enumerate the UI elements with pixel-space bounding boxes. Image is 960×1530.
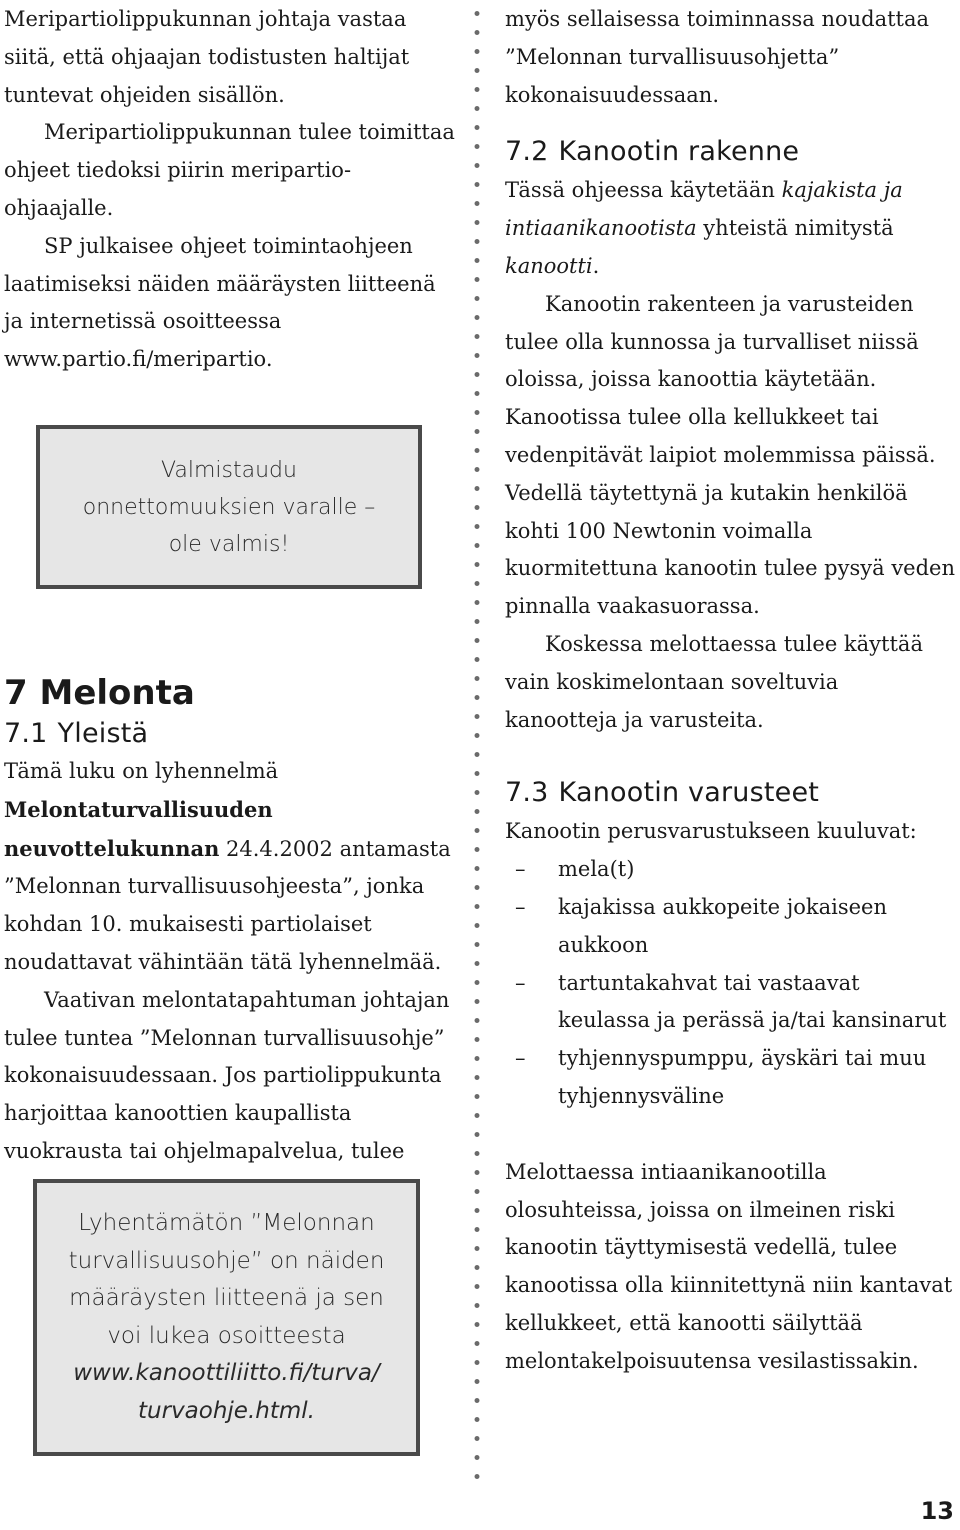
list-dash: – [515, 970, 526, 995]
column-divider-dots [471, 4, 483, 1484]
callout-line: voi lukea osoitteesta [107, 1322, 346, 1349]
section-number: 7.1 [4, 718, 48, 749]
section-heading-7-3 [505, 773, 957, 813]
list-item: – kajakissa aukkopeite jokaiseen aukkoon [505, 889, 957, 965]
paragraph-sp-publishes: SP julkaisee ohjeet toimintaohjeen laatimiseksi näiden määräysten liitteenä ja internetissä osoitteessa www.partio.fi/meripartio. [4, 233, 436, 372]
list-item: – mela(t) [505, 851, 957, 889]
callout-line: Lyhentämätön ”Melonnan [78, 1210, 375, 1236]
paragraph-canoe-flotation: Melottaessa intiaanikanootilla olosuhteissa, joissa on ilmeinen riski kanootin täyttymisestä vedellä, tulee kanootissa olla kiinnitettynä niin kantavat kellukkeet, että kanootti säilyttää melontakelpoisuutensa vesilastissakin. [505, 1159, 953, 1373]
list-item: – tyhjennyspumppu, äyskäri tai muu tyhjennysväline [505, 1040, 957, 1116]
committee-name: Melontaturvallisuuden neuvottelukunnan [4, 796, 273, 861]
callout-line: Valmistaudu [161, 457, 297, 483]
paragraph-rapids: Koskessa melottaessa tulee käyttää vain koskimelontaan soveltuvia kanootteja ja varusteita. [505, 631, 923, 732]
callout-line: määräysten liitteenä ja sen [69, 1285, 384, 1311]
section-title: Kanootin rakenne [558, 136, 800, 168]
left-column-lower [4, 753, 462, 1171]
section-title: Yleistä [57, 718, 149, 749]
paragraph-inform-instructor: Meripartiolippukunnan tulee toimittaa ohjeet tiedoksi piirin meripartio-ohjaajalle. [4, 120, 455, 220]
list-dash: – [515, 857, 526, 882]
callout-full-guideline [33, 1179, 420, 1456]
section-heading-7-2 [505, 132, 957, 172]
callout-url[interactable]: www.kanoottiliitto.fi/turva/ [73, 1360, 380, 1386]
list-intro: Kanootin perusvarustukseen kuuluvat: [505, 819, 917, 844]
right-column [505, 0, 957, 1381]
section-number: 7.3 [505, 777, 549, 809]
section-heading-7-1 [4, 714, 148, 754]
callout-be-prepared [36, 425, 422, 589]
paragraph-summary: Tämä luku on lyhennelmä Melontaturvallisuuden neuvottelukunnan 24.4.2002 antamasta ”Melonnan turvallisuusohjeesta”, jonka kohdan 10. mukaisesti partiolaiset noudattavat vähintään tätä lyhennelmää. [4, 759, 451, 974]
equipment-list [505, 851, 957, 1116]
page-number: 13 [920, 1497, 954, 1525]
list-dash: – [515, 1046, 526, 1071]
paragraph-leader-responsibility: Meripartiolippukunnan johtaja vastaa siitä, että ohjaajan todistusten haltijat tuntevat ohjeiden sisällön. [4, 7, 410, 107]
callout-line: turvallisuusohje” on näiden [68, 1247, 385, 1274]
callout-line: onnettomuuksien varalle – [82, 494, 376, 520]
paragraph-terminology: Tässä ohjeessa käytetään kajakista ja intiaanikanootista yhteistä nimitystä kanootti. [505, 178, 903, 278]
section-number: 7.2 [505, 136, 549, 168]
chapter-heading: 7 Melonta [4, 673, 195, 713]
paragraph-demanding-event: Vaativan melontatapahtuman johtajan tulee tuntea ”Melonnan turvallisuusohje” kokonaisuudessaan. Jos partiolippukunta harjoittaa kanoottien kaupallista vuokrausta tai ohjelmapalvelua, tulee [4, 987, 450, 1163]
section-title: Kanootin varusteet [558, 777, 820, 809]
callout-line: ole valmis! [168, 531, 290, 557]
paragraph-continuation: myös sellaisessa toiminnassa noudattaa ”Melonnan turvallisuusohjetta” kokonaisuudessaan. [505, 7, 930, 107]
callout-url[interactable]: turvaohje.html. [138, 1397, 315, 1424]
list-item: – tartuntakahvat tai vastaavat keulassa ja perässä ja/tai kansinarut [505, 965, 957, 1041]
paragraph-structure: Kanootin rakenteen ja varusteiden tulee olla kunnossa ja turvalliset niissä oloissa, joissa kanoottia käytetään. Kanootissa tulee olla kellukkeet tai vedenpitävät laipiot molemmissa päissä. Vedellä täytettynä ja kutakin henkilöä kohti 100 Newtonin voimalla kuormitettuna kanootin tulee pysyä veden pinnalla vaakasuorassa. [505, 291, 956, 619]
list-dash: – [515, 894, 526, 919]
left-column [4, 0, 456, 379]
